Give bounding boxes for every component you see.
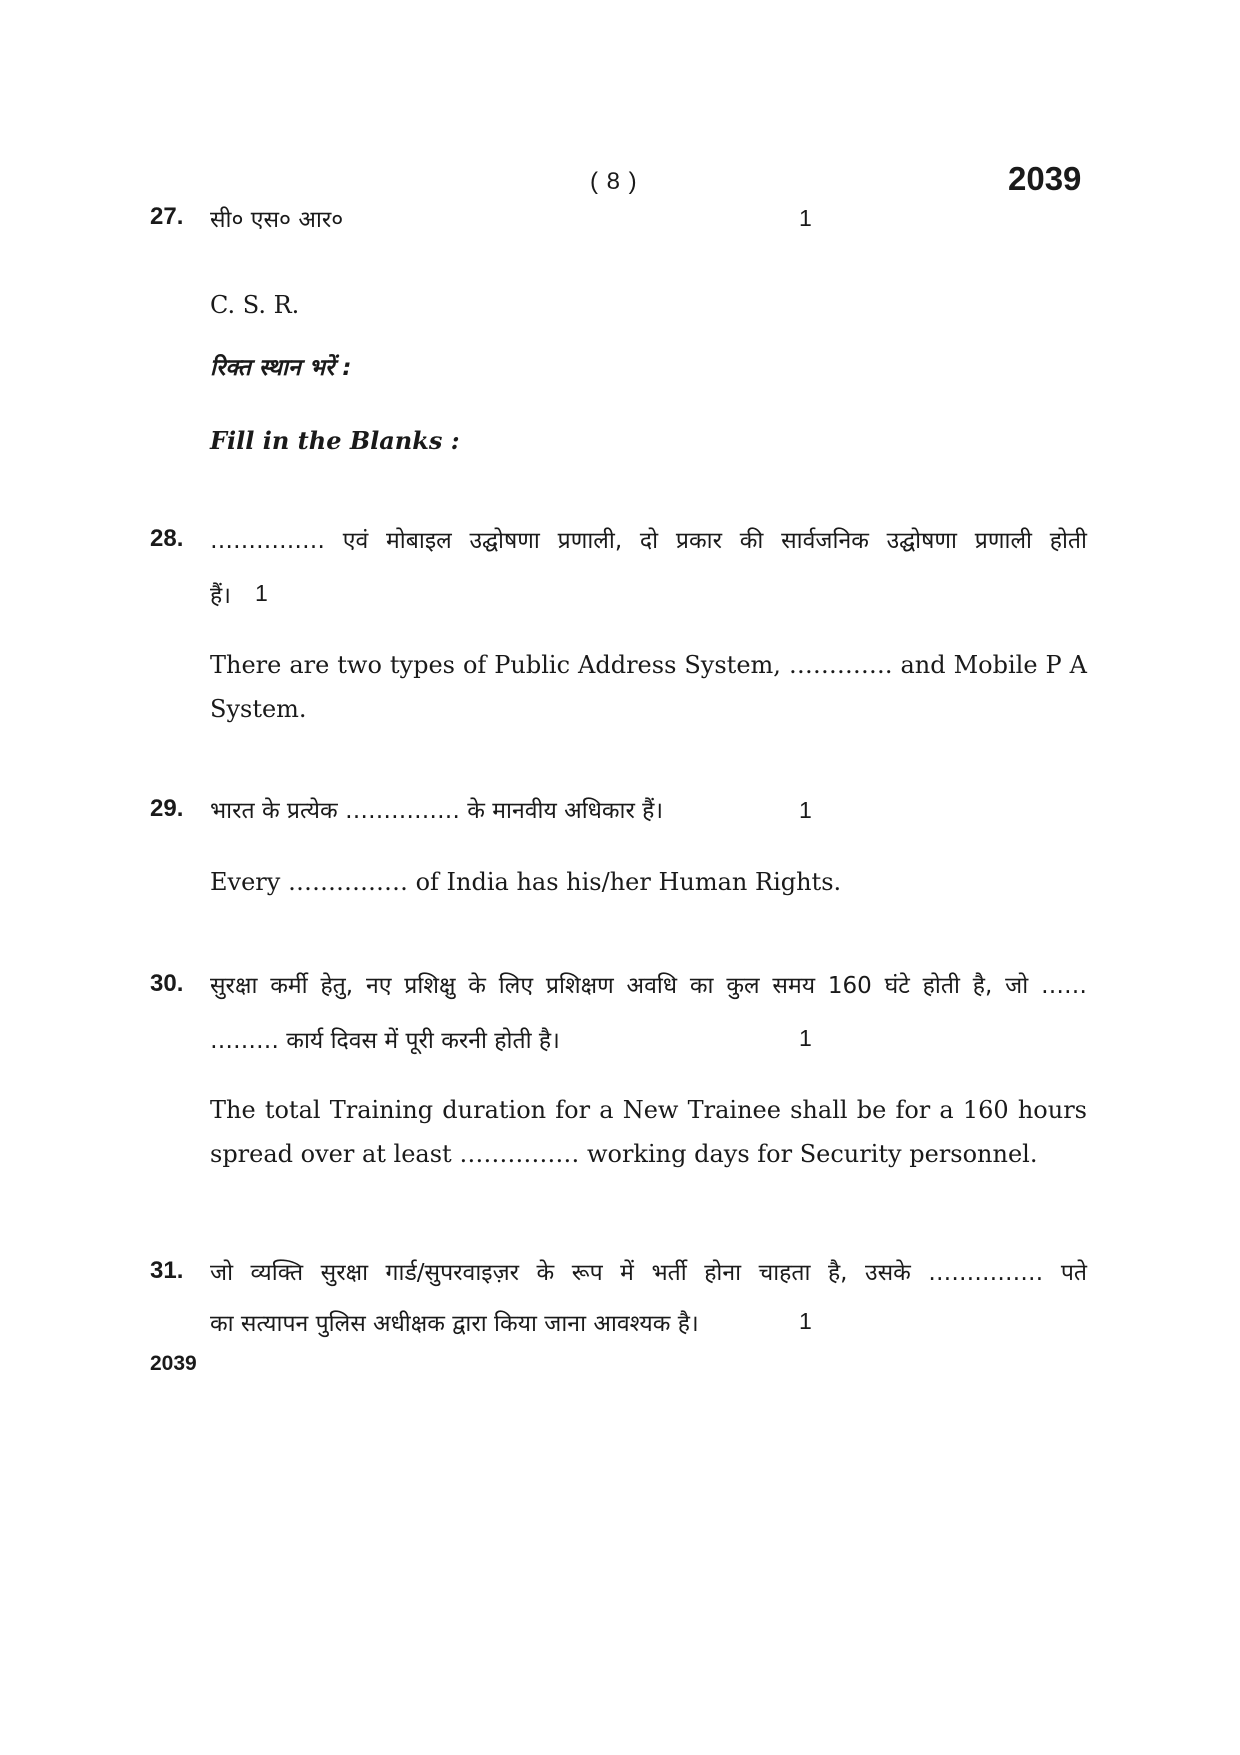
question-text-hindi-line-1: सुरक्षा कर्मी हेतु, नए प्रशिक्षु के लिए प्रशिक्षण अवधि का कुल समय 160 घंटे होती है, जो …… <box>210 973 1087 999</box>
question-text-hindi-line-1: …………… एवं मोबाइल उद्घोषणा प्रणाली, दो प्रकार की सार्वजनिक उद्घोषणा प्रणाली होती <box>210 528 1087 554</box>
paper-code-footer: 2039 <box>150 1352 197 1375</box>
question-number: 30. <box>150 970 184 997</box>
question-number: 27. <box>150 203 184 230</box>
question-marks: 1 <box>799 205 812 231</box>
question-text-english: Every …………… of India has his/her Human Rights. <box>210 868 842 896</box>
question-text-english-line-2: spread over at least …………… working days for Security personnel. <box>210 1140 1038 1168</box>
question-text-english-line-1: There are two types of Public Address System, …………. and Mobile P A <box>210 651 1087 679</box>
question-text-english-line-1: The total Training duration for a New Trainee shall be for a 160 hours <box>210 1096 1087 1124</box>
page-number: ( 8 ) <box>590 168 638 195</box>
question-text-hindi: भारत के प्रत्येक …………… के मानवीय अधिकार हैं। <box>210 798 664 824</box>
question-number: 29. <box>150 795 184 822</box>
question-text-english: C. S. R. <box>210 291 300 319</box>
section-heading-hindi: रिक्त स्थान भरें : <box>210 355 352 381</box>
question-text-hindi-line-2: हैं। <box>210 583 231 609</box>
question-number: 31. <box>150 1257 184 1284</box>
question-number: 28. <box>150 525 184 552</box>
question-marks: 1 <box>799 1025 812 1051</box>
question-marks: 1 <box>799 797 812 823</box>
question-text-hindi-line-1: जो व्यक्ति सुरक्षा गार्ड/सुपरवाइज़र के रूप में भर्ती होना चाहता है, उसके …………… पते <box>210 1260 1087 1286</box>
question-marks: 1 <box>255 580 268 606</box>
paper-code-header: 2039 <box>1008 160 1082 197</box>
section-heading-english: Fill in the Blanks : <box>210 426 460 455</box>
question-text-hindi-line-2: का सत्यापन पुलिस अधीक्षक द्वारा किया जाना आवश्यक है। <box>210 1311 699 1337</box>
question-text-hindi: सी० एस० आर० <box>210 207 344 233</box>
question-text-hindi-line-2: ……… कार्य दिवस में पूरी करनी होती है। <box>210 1028 560 1054</box>
question-text-english-line-2: System. <box>210 695 307 723</box>
question-marks: 1 <box>799 1308 812 1334</box>
